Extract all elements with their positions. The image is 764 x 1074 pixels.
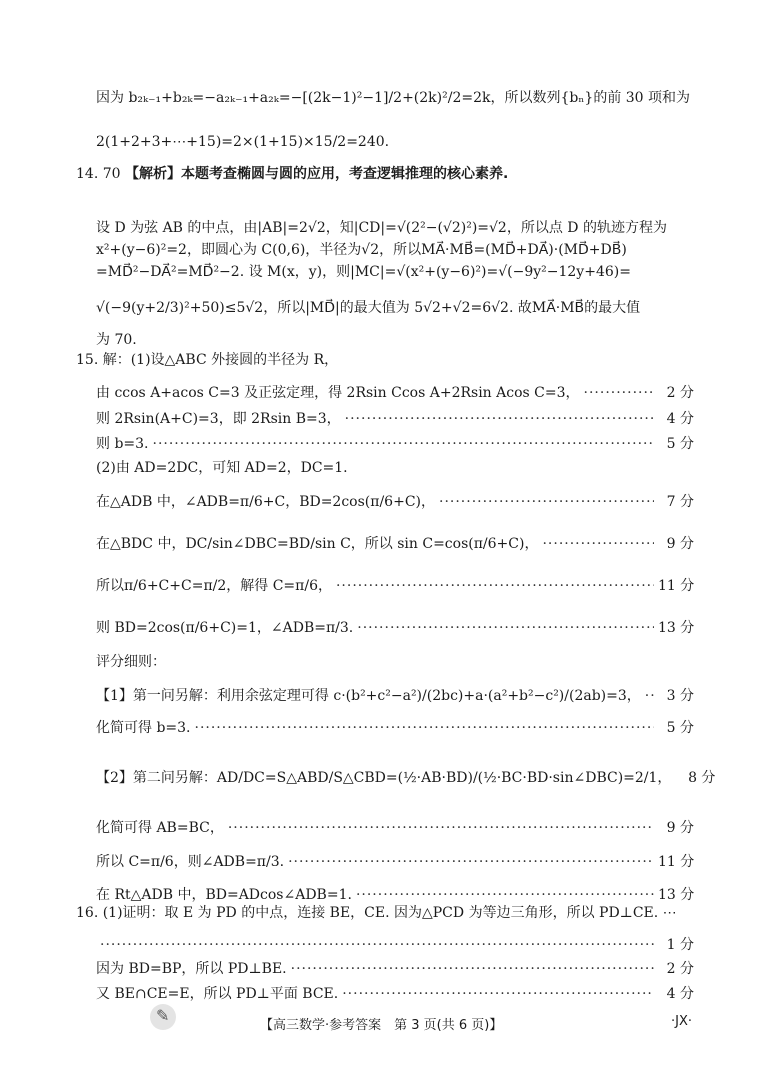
solution-step	[96, 534, 694, 554]
step-score: 13 分	[658, 620, 695, 636]
footer-page-info: 【高三数学·参考答案 第 3 页(共 6 页)】	[260, 1018, 503, 1033]
leader-dots	[195, 718, 655, 738]
solution-step	[96, 984, 694, 1004]
question-15-header: 15. 解：(1)设△ABC 外接圆的半径为 R，	[76, 352, 339, 368]
solution-step	[96, 434, 694, 454]
leader-dots	[336, 576, 654, 596]
step-text: 由 ccos A+acos C=3 及正弦定理，得 2Rsin Ccos A+2Rsin Acos C=3，	[96, 385, 580, 401]
solution-step	[96, 409, 694, 429]
text-line: 为 70.	[96, 332, 137, 348]
step-text: 【1】第一问另解：利用余弦定理可得 c·(b²+c²−a²)/(2bc)+a·(a²+b²−c²)/(2ab)=3，	[96, 688, 641, 704]
step-text: (2)由 AD=2DC，可知 AD=2，DC=1.	[96, 460, 348, 476]
solution-step	[96, 818, 694, 838]
solution-step	[96, 959, 694, 979]
question-14-number: 14. 70	[76, 166, 121, 182]
solution-step	[96, 576, 694, 596]
leader-dots	[439, 492, 654, 512]
step-text: 又 BE∩CE=E，所以 PD⊥平面 BCE.	[96, 986, 339, 1002]
step-score: 3 分	[666, 688, 694, 704]
solution-step	[96, 458, 694, 478]
step-score: 2 分	[666, 961, 694, 977]
question-14-analysis-tag: 【解析】本题考查椭圆与圆的应用，考查逻辑推理的核心素养.	[124, 166, 509, 182]
step-score: 9 分	[666, 820, 694, 836]
step-score: 8 分	[688, 770, 716, 786]
step-text: 化简可得 b=3.	[96, 720, 191, 736]
footer-code: ·JX·	[670, 1014, 692, 1029]
solution-step	[96, 768, 716, 788]
solution-step	[96, 686, 694, 706]
solution-step	[96, 618, 694, 638]
leader-dots	[153, 434, 655, 454]
step-score: 13 分	[658, 887, 695, 903]
solution-step	[96, 383, 694, 403]
step-text: 所以π/6+C+C=π/2，解得 C=π/6，	[96, 578, 332, 594]
step-score: 11 分	[658, 854, 695, 870]
text-line: √(−9(y+2/3)²+50)≤5√2，所以|MD⃗|的最大值为 5√2+√2=6√2. 故MA⃗·MB⃗的最大值	[96, 300, 641, 316]
step-score: 1 分	[666, 937, 694, 953]
leader-dots	[584, 383, 654, 403]
step-text: 所以 C=π/6，则∠ADB=π/3.	[96, 854, 285, 870]
solution-step	[96, 935, 694, 955]
leader-dots	[345, 409, 654, 429]
solution-step	[96, 885, 694, 905]
solution-step	[96, 652, 694, 672]
step-score: 2 分	[666, 385, 694, 401]
step-text: 在△BDC 中，DC/sin∠DBC=BD/sin C，所以 sin C=cos(π/6+C)，	[96, 536, 539, 552]
step-text: 则 b=3.	[96, 436, 149, 452]
leader-dots	[291, 959, 654, 979]
leader-dots	[288, 852, 654, 872]
step-score: 5 分	[666, 436, 694, 452]
step-text: 则 2Rsin(A+C)=3，即 2Rsin B=3，	[96, 411, 341, 427]
step-score: 5 分	[666, 720, 694, 736]
step-score: 4 分	[666, 411, 694, 427]
step-text: 则 BD=2cos(π/6+C)=1，∠ADB=π/3.	[96, 620, 354, 636]
question-16-header: 16. (1)证明：取 E 为 PD 的中点，连接 BE，CE. 因为△PCD 为等边三角形，所以 PD⊥CE. ⋯	[76, 905, 677, 921]
step-text: 化简可得 AB=BC，	[96, 820, 224, 836]
step-score: 4 分	[666, 986, 694, 1002]
step-score: 11 分	[658, 578, 695, 594]
step-score: 9 分	[666, 536, 694, 552]
solution-step	[96, 852, 694, 872]
text-line: 设 D 为弦 AB 的中点，由|AB|=2√2，知|CD|=√(2²−(√2)²)=√2，所以点 D 的轨迹方程为	[96, 220, 667, 236]
step-score: 7 分	[666, 494, 694, 510]
step-text: 在 Rt△ADB 中，BD=ADcos∠ADB=1.	[96, 887, 352, 903]
solution-step	[96, 492, 694, 512]
leader-dots	[342, 984, 654, 1004]
question-14-header	[76, 164, 508, 184]
leader-dots	[357, 618, 654, 638]
text-line: 2(1+2+3+⋯+15)=2×(1+15)×15/2=240.	[96, 134, 390, 150]
step-text: 评分细则：	[96, 654, 166, 670]
leader-dots	[645, 686, 654, 706]
leader-dots	[542, 534, 654, 554]
step-text: 【2】第二问另解：AD/DC=S△ABD/S△CBD=(½·AB·BD)/(½·BC·BD·sin∠DBC)=2/1，	[96, 770, 672, 786]
leader-dots	[228, 818, 654, 838]
step-text: 在△ADB 中，∠ADB=π/6+C，BD=2cos(π/6+C)，	[96, 494, 435, 510]
text-line: x²+(y−6)²=2，即圆心为 C(0,6)，半径为√2，所以MA⃗·MB⃗=(MD⃗+DA⃗)·(MD⃗+DB⃗)	[96, 242, 627, 258]
text-line: 因为 b₂ₖ₋₁+b₂ₖ=−a₂ₖ₋₁+a₂ₖ=−[(2k−1)²−1]/2+(2k)²/2=2k，所以数列{bₙ}的前 30 项和为	[96, 90, 691, 106]
solution-step	[96, 718, 694, 738]
page-footer	[0, 1010, 764, 1040]
leader-dots	[100, 935, 654, 955]
leader-dots	[356, 885, 654, 905]
text-line: =MD⃗²−DA⃗²=MD⃗²−2. 设 M(x，y)，则|MC|=√(x²+(y−6)²)=√(−9y²−12y+46)=	[96, 264, 631, 280]
step-text: 因为 BD=BP，所以 PD⊥BE.	[96, 961, 287, 977]
